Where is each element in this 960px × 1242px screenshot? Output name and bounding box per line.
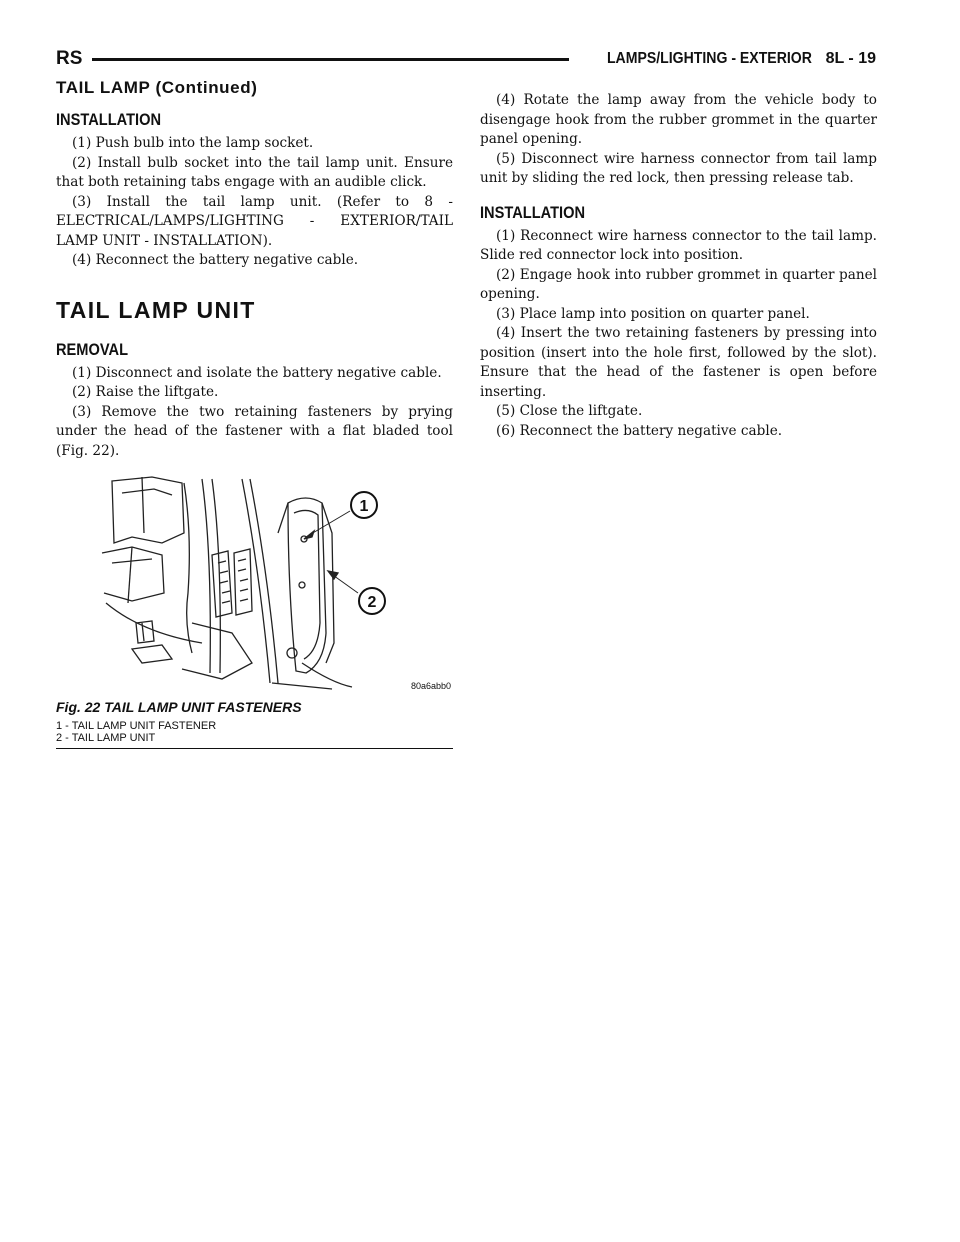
- figure-legend: [56, 720, 453, 744]
- install-step-4: (4) Reconnect the battery negative cable.: [72, 252, 359, 268]
- unit-install-step-3: (3) Place lamp into position on quarter panel.: [496, 305, 810, 322]
- removal-step-2: (2) Raise the liftgate.: [72, 384, 219, 400]
- page-header: [56, 44, 876, 74]
- header-model-code: RS: [56, 48, 83, 69]
- legend-item-2: 2 - TAIL LAMP UNIT: [56, 732, 156, 744]
- figure-caption: Fig. 22 TAIL LAMP UNIT FASTENERS: [56, 699, 302, 715]
- figure-image-id: 80a6abb0: [410, 681, 451, 691]
- installation-heading: INSTALLATION: [56, 110, 162, 129]
- removal-step-5: (5) Disconnect wire harness connector from tail lamp unit by sliding the red lock, then pressing release tab.: [480, 150, 877, 186]
- tail-lamp-unit-heading: TAIL LAMP UNIT: [56, 296, 256, 323]
- unit-installation-heading: INSTALLATION: [480, 202, 586, 222]
- figure-22: [56, 473, 453, 693]
- removal-step-4: (4) Rotate the lamp away from the vehicle body to disengage hook from the rubber grommet in the quarter panel opening.: [480, 92, 877, 147]
- header-section-title: LAMPS/LIGHTING - EXTERIOR: [606, 50, 812, 67]
- left-column: [56, 110, 453, 749]
- install-step-1: (1) Push bulb into the lamp socket.: [72, 135, 314, 151]
- install-step-3: (3) Install the tail lamp unit. (Refer to 8 - ELECTRICAL/LAMPS/LIGHTING - EXTERIOR/TAIL LAMP UNIT - INSTALLATION).: [56, 193, 453, 249]
- removal-step-3: (3) Remove the two retaining fasteners by prying under the head of the fastener with a flat bladed tool (Fig. 22).: [56, 403, 453, 459]
- right-column: [480, 91, 877, 441]
- header-rule: [92, 58, 568, 61]
- header-page-number: 8L - 19: [825, 50, 876, 67]
- legend-item-1: 1 - TAIL LAMP UNIT FASTENER: [56, 720, 217, 732]
- unit-install-step-6: (6) Reconnect the battery negative cable.: [496, 422, 783, 439]
- install-step-2: (2) Install bulb socket into the tail lamp unit. Ensure that both retaining tabs engage with an audible click.: [56, 154, 453, 190]
- figure-rule: [56, 748, 453, 749]
- removal-step-1: (1) Disconnect and isolate the battery negative cable.: [72, 364, 442, 381]
- tail-lamp-illustration: [92, 473, 452, 693]
- removal-heading: REMOVAL: [56, 339, 129, 359]
- callout-2: 2: [367, 594, 377, 611]
- unit-install-step-1: (1) Reconnect wire harness connector to the tail lamp. Slide red connector lock into position.: [480, 227, 877, 263]
- unit-install-step-5: (5) Close the liftgate.: [496, 403, 643, 419]
- continued-heading: TAIL LAMP (Continued): [56, 78, 258, 97]
- callout-1: 1: [359, 498, 369, 515]
- unit-install-step-4: (4) Insert the two retaining fasteners by pressing into position (insert into the hole first, followed by the slot). Ensure that the head of the fastener is open before inserting.: [480, 325, 877, 400]
- unit-install-step-2: (2) Engage hook into rubber grommet in quarter panel opening.: [480, 266, 877, 302]
